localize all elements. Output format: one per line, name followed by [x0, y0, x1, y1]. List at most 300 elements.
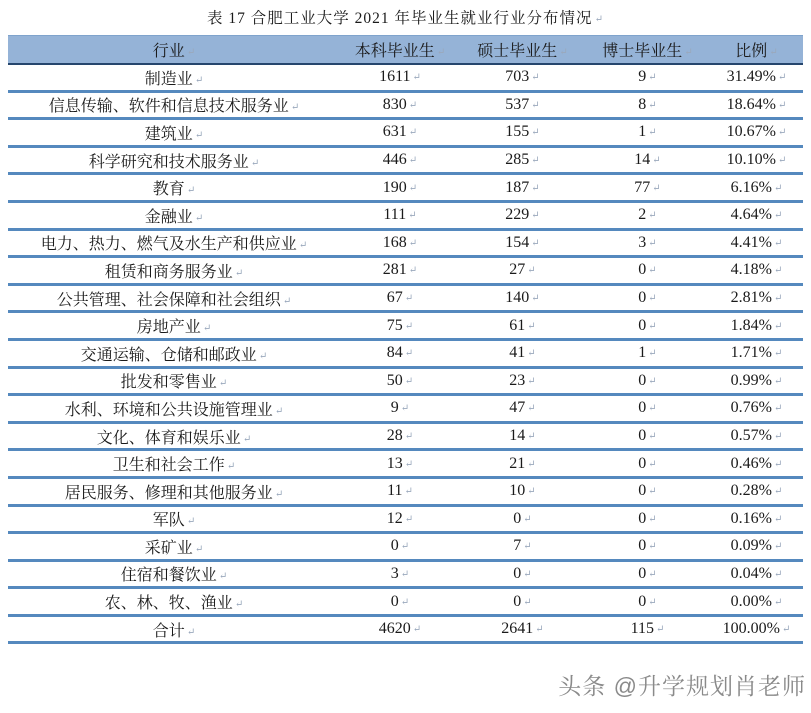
cell-value: 13: [386, 454, 403, 472]
cell-value: 111: [383, 206, 407, 224]
cell-doctor: [585, 284, 710, 312]
cell-value: 31.49%: [726, 68, 776, 86]
cell-undergraduate: [340, 367, 460, 395]
cell-master: [460, 201, 585, 229]
cell-value: 0.00%: [730, 592, 772, 610]
paragraph-mark: ↵: [527, 320, 536, 332]
paragraph-mark: ↵: [531, 210, 540, 222]
cell-value: 11: [387, 482, 403, 500]
cell-ratio: [710, 533, 803, 561]
paragraph-mark: ↵: [648, 293, 657, 305]
cell-industry: [8, 339, 340, 367]
cell-ratio: [710, 229, 803, 257]
cell-value: 12: [386, 509, 403, 527]
paragraph-mark: ↵: [769, 46, 778, 58]
cell-value: 61: [509, 316, 526, 334]
table-row: [8, 284, 803, 312]
cell-value: 10.10%: [726, 151, 776, 169]
cell-value: 14: [509, 427, 526, 445]
cell-value: 合计: [152, 622, 185, 640]
paragraph-mark: ↵: [656, 624, 665, 636]
cell-ratio: [710, 588, 803, 616]
cell-master: [460, 422, 585, 450]
cell-doctor: [585, 395, 710, 423]
cell-value: 10.67%: [726, 123, 776, 141]
cell-undergraduate: [340, 588, 460, 616]
cell-value: 84: [386, 344, 403, 362]
cell-value: 8: [638, 95, 647, 113]
cell-value: 租赁和商务服务业: [104, 263, 233, 281]
paragraph-mark: ↵: [773, 458, 783, 470]
cell-doctor: [585, 615, 710, 643]
cell-value: 285: [505, 151, 530, 169]
paragraph-mark: ↵: [773, 293, 783, 305]
paragraph-mark: ↵: [404, 293, 414, 305]
paragraph-mark: ↵: [218, 571, 228, 583]
header-label: 比例: [735, 42, 768, 60]
cell-undergraduate: [340, 201, 460, 229]
cell-value: 金融业: [144, 208, 193, 226]
paragraph-mark: ↵: [648, 403, 657, 415]
paragraph-mark: ↵: [773, 568, 783, 580]
watermark: 头条 @升学规划肖老师: [558, 673, 806, 699]
cell-master: [460, 615, 585, 643]
cell-doctor: [585, 505, 710, 533]
cell-value: 9: [638, 68, 647, 86]
cell-value: 文化、体育和娱乐业: [96, 429, 241, 447]
table-title: [0, 0, 811, 28]
paragraph-mark: ↵: [773, 596, 783, 608]
paragraph-mark: ↵: [684, 46, 693, 58]
cell-doctor: [585, 146, 710, 174]
table-row: [8, 339, 803, 367]
cell-ratio: [710, 422, 803, 450]
cell-master: [460, 174, 585, 202]
cell-value: 2641: [501, 620, 534, 638]
cell-value: 制造业: [144, 70, 193, 88]
table-row: [8, 312, 803, 340]
cell-value: 1.71%: [730, 344, 772, 362]
paragraph-mark: ↵: [404, 513, 414, 525]
cell-value: 115: [630, 620, 654, 638]
cell-value: 77: [634, 178, 651, 196]
paragraph-mark: ↵: [404, 431, 414, 443]
table-row: [8, 615, 803, 643]
paragraph-mark: ↵: [194, 212, 204, 224]
cell-master: [460, 146, 585, 174]
cell-value: 41: [509, 344, 526, 362]
cell-value: 0: [513, 564, 522, 582]
cell-undergraduate: [340, 533, 460, 561]
paragraph-mark: ↵: [274, 405, 284, 417]
cell-value: 0: [638, 509, 647, 527]
paragraph-mark: ↵: [648, 320, 657, 332]
paragraph-mark: ↵: [218, 378, 228, 390]
cell-industry: [8, 312, 340, 340]
cell-industry: [8, 505, 340, 533]
cell-master: [460, 91, 585, 119]
paragraph-mark: ↵: [202, 323, 212, 335]
paragraph-mark: ↵: [404, 320, 414, 332]
header-label: 博士毕业生: [602, 42, 683, 60]
paragraph-mark: ↵: [773, 486, 783, 498]
cell-value: 446: [382, 151, 407, 169]
cell-ratio: [710, 339, 803, 367]
paragraph-mark: ↵: [648, 431, 657, 443]
cell-industry: [8, 450, 340, 478]
cell-undergraduate: [340, 505, 460, 533]
paragraph-mark: ↵: [400, 403, 410, 415]
cell-master: [460, 229, 585, 257]
cell-industry: [8, 284, 340, 312]
paragraph-mark: ↵: [186, 626, 196, 638]
paragraph-mark: ↵: [527, 403, 536, 415]
paragraph-mark: ↵: [531, 237, 540, 249]
cell-value: 0: [638, 454, 647, 472]
cell-value: 168: [382, 233, 407, 251]
paragraph-mark: ↵: [408, 99, 418, 111]
paragraph-mark: ↵: [523, 568, 532, 580]
cell-value: 0: [638, 371, 647, 389]
cell-industry: [8, 533, 340, 561]
cell-value: 0: [638, 316, 647, 334]
cell-doctor: [585, 339, 710, 367]
cell-industry: [8, 146, 340, 174]
paragraph-mark: ↵: [652, 155, 661, 167]
cell-ratio: [710, 395, 803, 423]
paragraph-mark: ↵: [648, 265, 657, 277]
cell-master: [460, 588, 585, 616]
cell-value: 0: [638, 399, 647, 417]
paragraph-mark: ↵: [531, 127, 540, 139]
cell-industry: [8, 588, 340, 616]
cell-value: 0.57%: [730, 427, 772, 445]
paragraph-mark: ↵: [527, 375, 536, 387]
cell-undergraduate: [340, 450, 460, 478]
cell-undergraduate: [340, 119, 460, 147]
paragraph-mark: ↵: [531, 99, 540, 111]
cell-value: 信息传输、软件和信息技术服务业: [48, 98, 289, 116]
cell-value: 公共管理、社会保障和社会组织: [56, 291, 281, 309]
cell-undergraduate: [340, 229, 460, 257]
cell-doctor: [585, 91, 710, 119]
cell-value: 631: [382, 123, 407, 141]
table-row: [8, 477, 803, 505]
cell-master: [460, 450, 585, 478]
cell-undergraduate: [340, 477, 460, 505]
paragraph-mark: ↵: [531, 72, 540, 84]
header-ratio: [710, 36, 803, 64]
cell-value: 0: [638, 592, 647, 610]
paragraph-mark: ↵: [781, 624, 791, 636]
paragraph-mark: ↵: [777, 155, 787, 167]
cell-value: 0: [513, 592, 522, 610]
header-industry: [8, 36, 340, 64]
paragraph-mark: ↵: [773, 348, 783, 360]
paragraph-mark: ↵: [282, 295, 292, 307]
cell-value: 批发和零售业: [120, 374, 217, 392]
cell-value: 农、林、牧、渔业: [104, 595, 233, 613]
paragraph-mark: ↵: [648, 348, 657, 360]
paragraph-mark: ↵: [531, 182, 540, 194]
employment-distribution-table: [8, 35, 803, 644]
paragraph-mark: ↵: [773, 237, 783, 249]
paragraph-mark: ↵: [408, 210, 417, 222]
paragraph-mark: ↵: [408, 182, 418, 194]
paragraph-mark: ↵: [436, 46, 446, 58]
cell-doctor: [585, 560, 710, 588]
cell-ratio: [710, 257, 803, 285]
cell-undergraduate: [340, 146, 460, 174]
cell-master: [460, 284, 585, 312]
cell-industry: [8, 64, 340, 92]
cell-industry: [8, 91, 340, 119]
cell-ratio: [710, 450, 803, 478]
cell-industry: [8, 477, 340, 505]
cell-value: 3: [390, 564, 399, 582]
cell-doctor: [585, 174, 710, 202]
paragraph-mark: ↵: [408, 155, 418, 167]
cell-value: 0: [513, 509, 522, 527]
cell-master: [460, 505, 585, 533]
header-doctor: [585, 36, 710, 64]
cell-value: 229: [505, 206, 530, 224]
cell-value: 0.76%: [730, 399, 772, 417]
cell-ratio: [710, 505, 803, 533]
paragraph-mark: ↵: [523, 513, 532, 525]
paragraph-mark: ↵: [226, 461, 236, 473]
paragraph-mark: ↵: [648, 596, 657, 608]
paragraph-mark: ↵: [773, 182, 783, 194]
paragraph-mark: ↵: [194, 129, 204, 141]
paragraph-mark: ↵: [648, 237, 657, 249]
paragraph-mark: ↵: [186, 516, 196, 528]
paragraph-mark: ↵: [527, 431, 536, 443]
table-row: [8, 91, 803, 119]
cell-undergraduate: [340, 257, 460, 285]
paragraph-mark: ↵: [408, 127, 418, 139]
cell-value: 703: [505, 68, 530, 86]
paragraph-mark: ↵: [527, 486, 536, 498]
paragraph-mark: ↵: [412, 72, 421, 84]
cell-value: 155: [505, 123, 530, 141]
paragraph-mark: ↵: [527, 265, 536, 277]
paragraph-mark: ↵: [404, 458, 414, 470]
paragraph-mark: ↵: [648, 486, 657, 498]
paragraph-mark: ↵: [523, 541, 532, 553]
paragraph-mark: ↵: [648, 541, 657, 553]
paragraph-mark: ↵: [777, 127, 787, 139]
cell-value: 0: [638, 564, 647, 582]
cell-value: 交通运输、仓储和邮政业: [80, 346, 257, 364]
cell-ratio: [710, 284, 803, 312]
paragraph-mark: ↵: [648, 127, 657, 139]
paragraph-mark: ↵: [412, 624, 422, 636]
paragraph-mark: ↵: [594, 14, 604, 25]
table-row: [8, 64, 803, 92]
cell-master: [460, 367, 585, 395]
cell-industry: [8, 229, 340, 257]
cell-value: 190: [382, 178, 407, 196]
cell-value: 23: [509, 371, 526, 389]
cell-value: 水利、环境和公共设施管理业: [64, 401, 273, 419]
table-row: [8, 257, 803, 285]
cell-undergraduate: [340, 174, 460, 202]
paragraph-mark: ↵: [400, 596, 410, 608]
cell-doctor: [585, 422, 710, 450]
cell-value: 1611: [379, 68, 411, 86]
cell-value: 居民服务、修理和其他服务业: [64, 484, 273, 502]
paragraph-mark: ↵: [234, 267, 244, 279]
paragraph-mark: ↵: [523, 596, 532, 608]
cell-value: 住宿和餐饮业: [120, 567, 217, 585]
paragraph-mark: ↵: [773, 513, 783, 525]
cell-value: 10: [509, 482, 526, 500]
cell-value: 科学研究和技术服务业: [88, 153, 249, 171]
cell-value: 50: [386, 371, 403, 389]
cell-undergraduate: [340, 339, 460, 367]
cell-value: 100.00%: [722, 620, 780, 638]
paragraph-mark: ↵: [535, 624, 544, 636]
cell-value: 4.64%: [730, 206, 772, 224]
paragraph-mark: ↵: [773, 431, 783, 443]
cell-doctor: [585, 312, 710, 340]
cell-undergraduate: [340, 91, 460, 119]
paragraph-mark: ↵: [258, 350, 268, 362]
cell-master: [460, 119, 585, 147]
cell-undergraduate: [340, 284, 460, 312]
cell-value: 建筑业: [144, 125, 193, 143]
paragraph-mark: ↵: [648, 99, 657, 111]
cell-value: 1: [638, 123, 647, 141]
paragraph-mark: ↵: [250, 157, 260, 169]
cell-value: 187: [505, 178, 530, 196]
table-title-text: 表 17 合肥工业大学 2021 年毕业生就业行业分布情况: [207, 10, 593, 27]
cell-doctor: [585, 477, 710, 505]
table-row: [8, 119, 803, 147]
cell-value: 281: [382, 261, 407, 279]
paragraph-mark: ↵: [186, 46, 196, 58]
cell-value: 0: [638, 289, 647, 307]
cell-industry: [8, 174, 340, 202]
cell-value: 军队: [152, 512, 185, 530]
paragraph-mark: ↵: [777, 99, 787, 111]
cell-value: 0: [638, 482, 647, 500]
paragraph-mark: ↵: [400, 541, 410, 553]
table-row: [8, 422, 803, 450]
cell-value: 0.99%: [730, 371, 772, 389]
table-header-row: [8, 36, 803, 64]
cell-value: 0.09%: [730, 537, 772, 555]
cell-undergraduate: [340, 64, 460, 92]
cell-value: 1: [638, 344, 647, 362]
cell-value: 75: [386, 316, 403, 334]
cell-value: 0: [638, 261, 647, 279]
header-label: 硕士毕业生: [477, 42, 558, 60]
cell-value: 房地产业: [136, 319, 201, 337]
cell-value: 4620: [378, 620, 411, 638]
paragraph-mark: ↵: [404, 486, 413, 498]
paragraph-mark: ↵: [290, 102, 300, 114]
paragraph-mark: ↵: [242, 433, 252, 445]
paragraph-mark: ↵: [652, 182, 661, 194]
cell-master: [460, 533, 585, 561]
cell-value: 卫生和社会工作: [112, 457, 225, 475]
cell-industry: [8, 201, 340, 229]
cell-industry: [8, 422, 340, 450]
cell-value: 0: [638, 537, 647, 555]
cell-value: 0: [638, 427, 647, 445]
cell-master: [460, 477, 585, 505]
cell-value: 采矿业: [144, 539, 193, 557]
paragraph-mark: ↵: [400, 568, 410, 580]
cell-master: [460, 64, 585, 92]
cell-doctor: [585, 201, 710, 229]
cell-ratio: [710, 201, 803, 229]
cell-industry: [8, 257, 340, 285]
header-master: [460, 36, 585, 64]
cell-doctor: [585, 450, 710, 478]
paragraph-mark: ↵: [773, 265, 783, 277]
cell-master: [460, 312, 585, 340]
paragraph-mark: ↵: [531, 293, 540, 305]
cell-value: 0: [390, 537, 399, 555]
cell-value: 28: [386, 427, 403, 445]
paragraph-mark: ↵: [531, 155, 540, 167]
table-row: [8, 560, 803, 588]
paragraph-mark: ↵: [648, 513, 657, 525]
cell-ratio: [710, 64, 803, 92]
paragraph-mark: ↵: [648, 210, 657, 222]
cell-doctor: [585, 588, 710, 616]
paragraph-mark: ↵: [408, 265, 418, 277]
table-row: [8, 450, 803, 478]
cell-doctor: [585, 229, 710, 257]
cell-ratio: [710, 477, 803, 505]
paragraph-mark: ↵: [773, 320, 783, 332]
table-row: [8, 146, 803, 174]
cell-value: 154: [505, 233, 530, 251]
cell-value: 9: [390, 399, 399, 417]
paragraph-mark: ↵: [194, 74, 204, 86]
paragraph-mark: ↵: [234, 599, 244, 611]
cell-value: 47: [509, 399, 526, 417]
table-row: [8, 174, 803, 202]
paragraph-mark: ↵: [773, 403, 783, 415]
cell-ratio: [710, 615, 803, 643]
cell-undergraduate: [340, 422, 460, 450]
paragraph-mark: ↵: [298, 240, 308, 252]
table-row: [8, 395, 803, 423]
paragraph-mark: ↵: [194, 543, 204, 555]
cell-undergraduate: [340, 395, 460, 423]
cell-value: 0.16%: [730, 509, 772, 527]
cell-ratio: [710, 119, 803, 147]
cell-value: 3: [638, 233, 647, 251]
cell-ratio: [710, 560, 803, 588]
paragraph-mark: ↵: [773, 375, 783, 387]
paragraph-mark: ↵: [773, 541, 783, 553]
cell-value: 0.28%: [730, 482, 772, 500]
paragraph-mark: ↵: [527, 348, 536, 360]
cell-value: 电力、热力、燃气及水生产和供应业: [40, 236, 297, 254]
paragraph-mark: ↵: [274, 488, 284, 500]
cell-ratio: [710, 312, 803, 340]
cell-value: 6.16%: [730, 178, 772, 196]
cell-value: 67: [386, 289, 403, 307]
cell-value: 教育: [152, 181, 185, 199]
cell-ratio: [710, 91, 803, 119]
